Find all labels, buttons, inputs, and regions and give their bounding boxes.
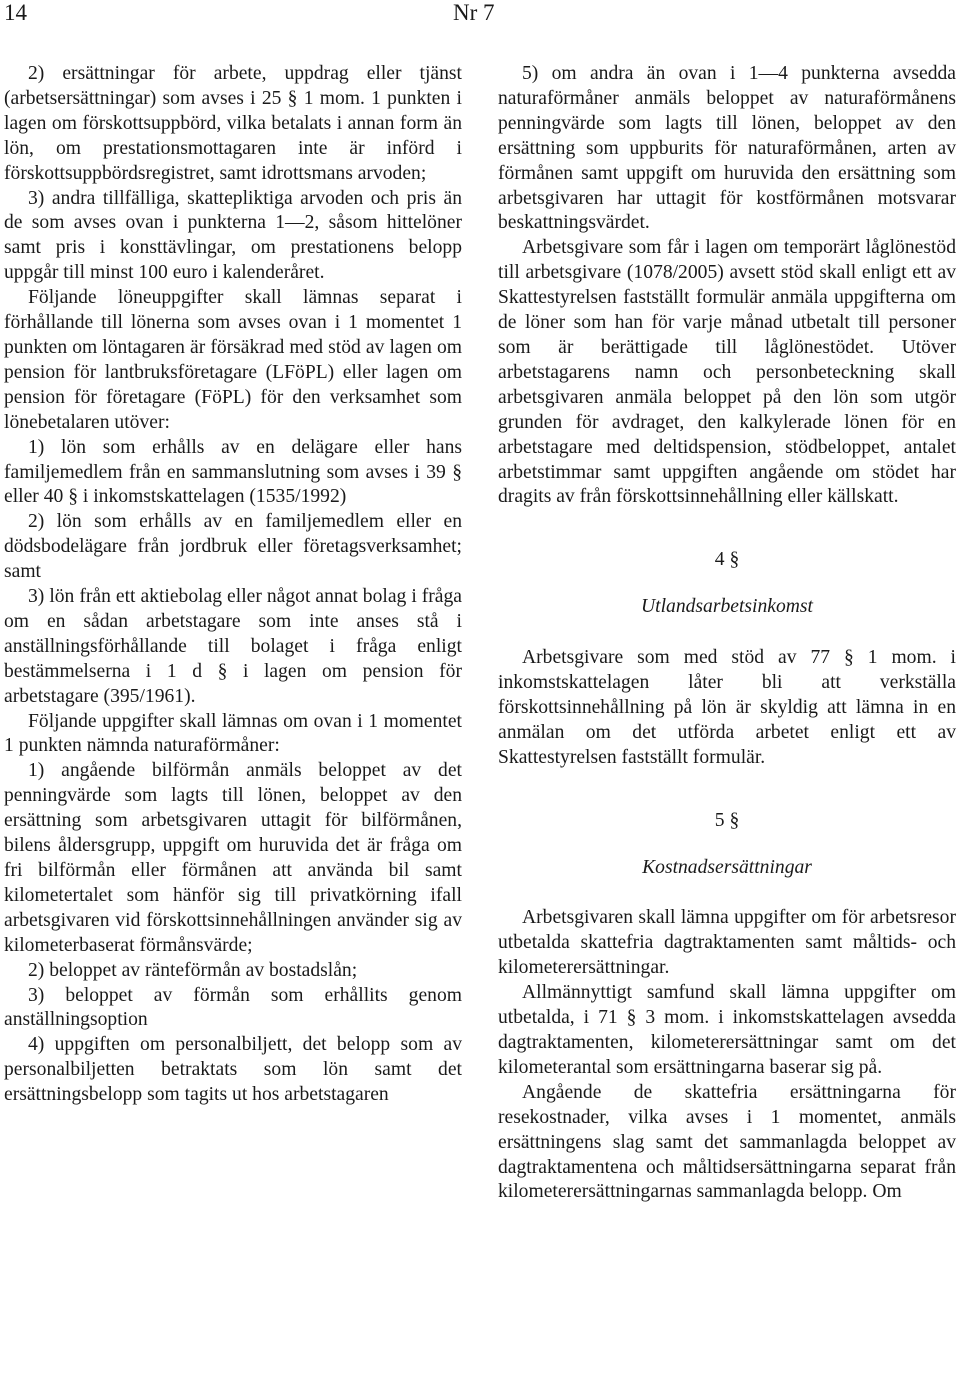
paragraph: Följande löneuppgifter skall lämnas separat i förhållande till lönerna som avses ovan i 1 momentet 1 punkten om löntagaren är försäkrad med stöd av lagen om pension för lantbruksföretagare (LFöPL) eller lagen om pension för företagare (FöPL) för den verksamhet som lönebetalaren utöver: — [4, 287, 462, 433]
section-number: 5 § — [714, 809, 740, 831]
list-item: 5) om andra än ovan i 1—4 punkterna avsedda naturaförmåner anmäls beloppet av naturaförmånens penningvärde som lagts till lönen, beloppet av den ersättning som uppburits för naturaförmånen, arten av förmånen samt uppgift om huruvida den ersättning som arbetsgivaren har uttagit för kostförmånen motsvarar beskattningsvärdet. — [498, 63, 956, 234]
section-number: 4 § — [714, 549, 740, 571]
list-item: 1) lön som erhålls av en delägare eller hans familjemedlem från en sammanslutning som avses i 39 § eller 40 § i inkomstskattelagen (1535/1992) — [4, 436, 462, 508]
right-column — [498, 62, 956, 1205]
left-column — [4, 62, 462, 1108]
paragraph: Arbetsgivare som får i lagen om temporärt låglönestöd till arbetsgivare (1078/2005) avsett stöd skall enligt ett av Skattestyrelsen fastställt formulär anmäla uppgifterna om de löner som han för varje månad utbetalt till personer som är berättigade till låglönestödet. Utöver arbetstagarens namn och personbeteckning skall arbetsgivaren anmäla beloppet på den lön som utgör grunden för avdraget, den kalkylerade lönen för en arbetstagare med deltidspension, stödbeloppet, antalet arbetstimmar samt uppgiften angående om stödet har dragits av från förskottsinnehållning eller källskatt. — [498, 237, 956, 508]
list-item: 3) beloppet av förmån som erhållits genom anställningsoption — [4, 984, 462, 1031]
section-title: Utlandsarbetsinkomst — [641, 596, 813, 618]
page-header — [0, 0, 960, 32]
list-item: 2) beloppet av ränteförmån av bostadslån; — [28, 959, 358, 981]
paragraph: Arbetsgivaren skall lämna uppgifter om för arbetsresor utbetalda skattefria dagtraktamenten samt måltids- och kilometerersättningar. — [498, 907, 956, 979]
paragraph: Arbetsgivare som med stöd av 77 § 1 mom. i inkomstskattelagen låter bli att verkställa förskottsinnehållning på lön är skyldig att lämna in en anmälan om det utförda arbetet enligt ett av Skattestyrelsen fastställt formulär. — [498, 647, 956, 768]
paragraph: Allmännyttigt samfund skall lämna uppgifter om utbetalda, i 71 § 3 mom. i inkomstskattelagen avsedda dagtraktamenten, kilometerersättningar samt om det kilometerantal som ersättningarna baserar sig på. — [498, 982, 956, 1078]
paragraph: Följande uppgifter skall lämnas om ovan i 1 momentet 1 punkten nämnda naturaförmåner: — [4, 710, 462, 757]
list-item: 2) lön som erhålls av en familjemedlem eller en dödsbodelägare från jordbruk eller företagsverksamhet; samt — [4, 511, 462, 583]
list-item: 4) uppgiften om personalbiljett, det belopp som av personalbiljetten betraktats som lön samt det ersättningsbelopp som tagits ut hos arbetstagaren — [4, 1034, 462, 1106]
list-item: 3) andra tillfälliga, skattepliktiga arvoden och pris än de som avses ovan i punkterna 1—2, såsom hittelöner samt pris i konsttävlingar, om prestationens belopp uppgår till minst 100 euro i kalenderåret. — [4, 187, 462, 284]
issue-number: Nr 7 — [453, 0, 495, 25]
list-item: 1) angående bilförmån anmäls beloppet av det penningvärde som lagts till lönen, beloppet av den ersättning som arbetsgivaren uttagit för bilförmånen, bilens åldersgrupp, uppgift om huruvida det är fråga om fri bilförmån eller förmånen att använda bil samt kilometertalet som hänför sig till privatkörning ifall arbetsgivaren vid förskottsinnehållningen använder sig av kilometerbaserat förmånsvärde; — [4, 760, 462, 956]
page-number: 14 — [4, 0, 27, 25]
list-item: 3) lön från ett aktiebolag eller något annat bolag i fråga om en sådan arbetstagare som inte anses stå i anställningsförhållande till bolaget i fråga enligt bestämmelserna i 1 d § i lagen om pension för arbetstagare (395/1961). — [4, 586, 462, 707]
list-item: 2) ersättningar för arbete, uppdrag eller tjänst (arbetsersättningar) som avses i 25 § 1 mom. 1 punkten i lagen om förskottsuppbörd, vilka betalats i annan form än lön, om prestationsmottagaren inte är införd i förskottsuppbördsregistret, samt idrottsmans arvoden; — [4, 63, 462, 184]
section-title: Kostnadsersättningar — [642, 856, 812, 878]
paragraph: Angående de skattefria ersättningarna för resekostnader, vilka avses i 1 momentet, anmäls ersättningens slag samt det sammanlagda beloppet av dagtraktamentena och måltidsersättningarna separat från kilometerersättningarnas sammanlagda belopp. Om — [498, 1081, 956, 1203]
